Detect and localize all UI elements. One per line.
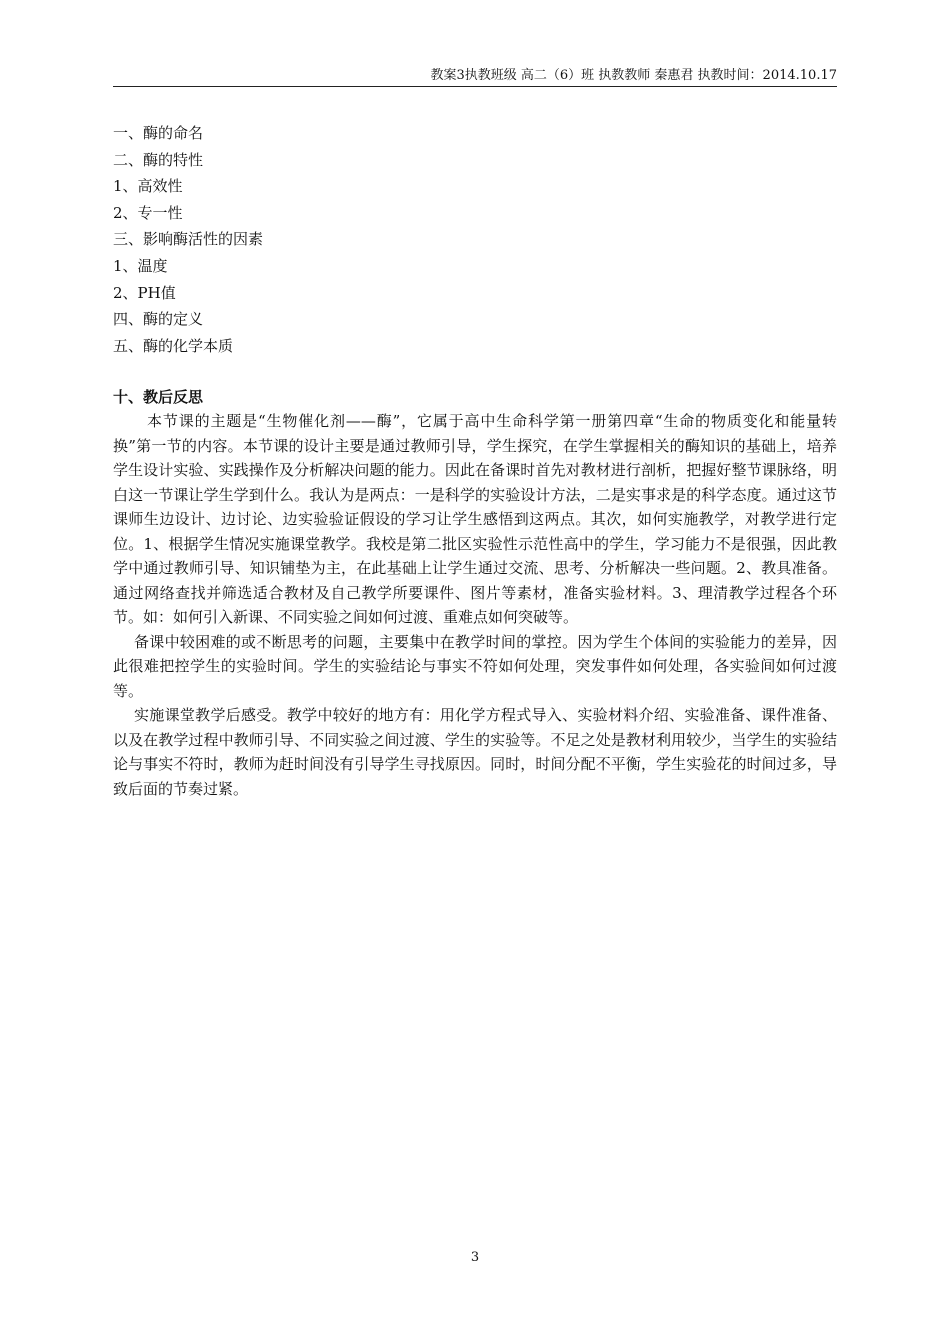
outline-item: 2、PH值 <box>113 283 176 302</box>
page-number: 3 <box>470 1250 480 1265</box>
outline-item: 1、高效性 <box>113 177 183 196</box>
page-header <box>113 64 837 87</box>
outline-item: 一、酶的命名 <box>113 124 204 142</box>
header-text: 教案3执教班级 高二（6）班 执教教师 秦惠君 执教时间：2014.10.17 <box>430 68 837 83</box>
reflection-title: 十、教后反思 <box>113 388 204 406</box>
outline-item: 三、影响酶活性的因素 <box>113 230 264 249</box>
reflection-paragraph: 备课中较困难的或不断思考的问题，主要集中在教学时间的掌控。因为学生个体间的实验能力的差异，因此很难把控学生的实验时间。学生的实验结论与事实不符如何处理，突发事件如何处理，各实验间如何过渡等。 <box>113 632 837 700</box>
outline-item: 四、酶的定义 <box>113 310 204 329</box>
outline-item: 1、温度 <box>113 256 168 275</box>
reflection-paragraph: 实施课堂教学后感受。教学中较好的地方有：用化学方程式导入、实验材料介绍、实验准备、课件准备、以及在教学过程中教师引导、不同实验之间过渡、学生的实验等。不足之处是教材利用较少，当学生的实验结论与事实不符时，教师为赶时间没有引导学生寻找原因。同时，时间分配不平衡，学生实验花的时间过多，导致后面的节奏过紧。 <box>113 706 837 798</box>
reflection-body <box>113 409 837 801</box>
outline-item: 2、专一性 <box>113 203 183 222</box>
reflection-paragraph: 本节课的主题是“生物催化剂——酶”，它属于高中生命科学第一册第四章“生命的物质变化和能量转换”第一节的内容。本节课的设计主要是通过教师引导，学生探究，在学生掌握相关的酶知识的基础上，培养学生设计实验、实践操作及分析解决问题的能力。因此在备课时首先对教材进行剖析，把握好整节课脉络，明白这一节课让学生学到什么。我认为是两点：一是科学的实验设计方法，二是实事求是的科学态度。通过这节课师生边设计、边讨论、边实验验证假设的学习让学生感悟到这两点。其次，如何实施教学，对教学进行定位。1、根据学生情况实施课堂教学。我校是第二批区实验性示范性高中的学生，学习能力不是很强，因此教学中通过教师引导、知识铺垫为主，在此基础上让学生通过交流、思考、分析解决一些问题。2、教具准备。通过网络查找并筛选适合教材及自己教学所要课件、图片等素材，准备实验材料。3、理清教学过程各个环节。如：如何引入新课、不同实验之间如何过渡、重难点如何突破等。 <box>113 412 837 626</box>
lesson-outline <box>113 120 837 359</box>
outline-item: 二、酶的特性 <box>113 150 204 169</box>
outline-item: 五、酶的化学本质 <box>113 336 234 355</box>
